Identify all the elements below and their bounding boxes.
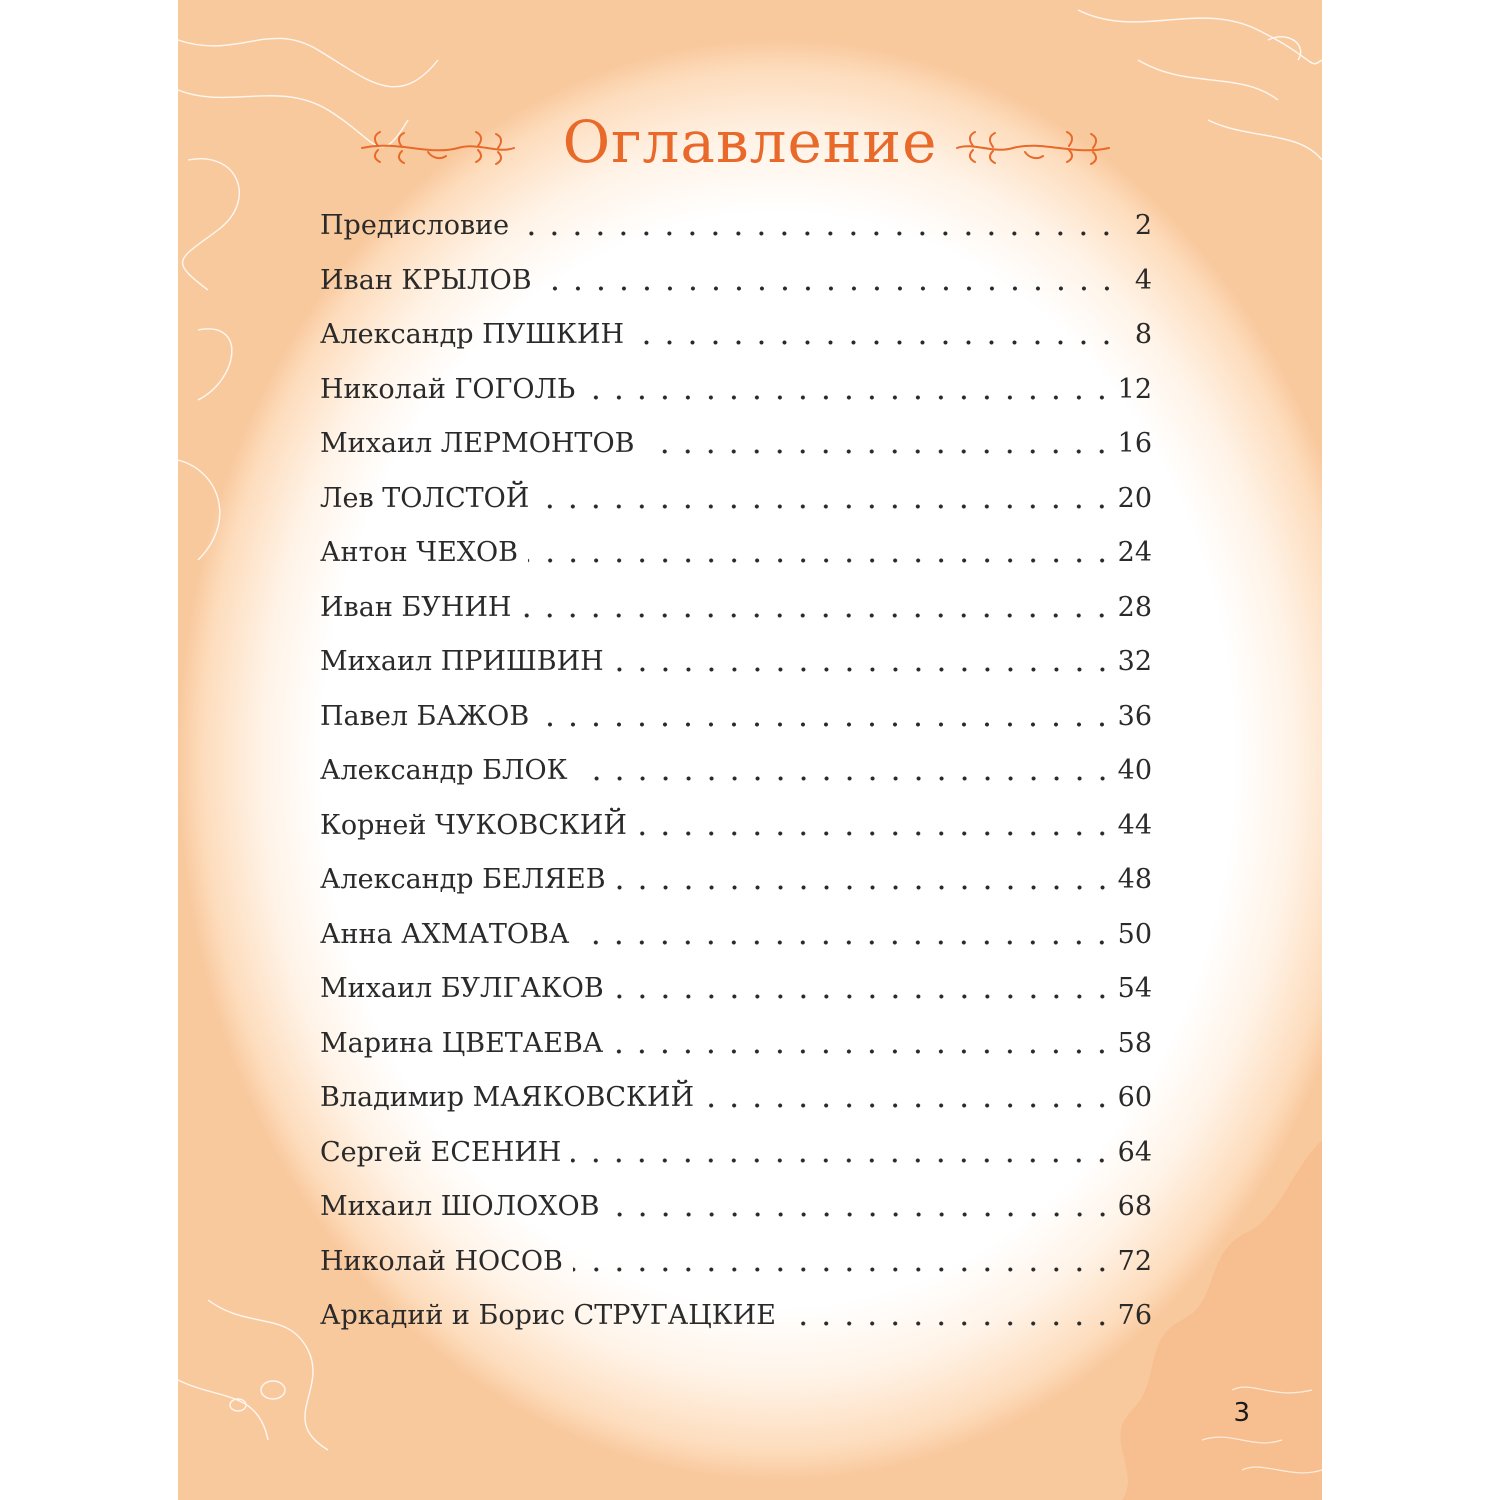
toc-entry-title: Марина ЦВЕТАЕВА [320,1027,604,1059]
toc-entry-title: Лев ТОЛСТОЙ [320,482,530,514]
toc-entry-page: 44 [1117,809,1152,841]
toc-entry-title: Александр БЕЛЯЕВ [320,864,606,895]
dot-leader [539,724,1113,725]
toc-entry[interactable] [320,1191,1152,1246]
toc-entry-page: 72 [1117,1245,1152,1277]
toc-entry-title: Антон ЧЕХОВ [320,537,518,568]
toc-entry-page: 4 [1134,264,1152,296]
toc-entry[interactable] [320,319,1152,374]
toc-entry-title: Михаил БУЛГАКОВ [320,973,604,1004]
toc-entry[interactable] [320,1300,1152,1355]
toc-entry[interactable] [320,864,1152,919]
toc-entry[interactable] [320,1028,1152,1083]
toc-entry-title: Михаил ЛЕРМОНТОВ [320,428,635,459]
dot-leader [542,288,1118,289]
dot-leader [634,342,1118,343]
toc-entry-title: Павел БАЖОВ [320,700,530,732]
book-page [178,0,1322,1500]
dot-leader [644,451,1113,452]
dot-leader [528,560,1114,561]
page-number: 3 [1233,1398,1250,1428]
toc-entry-title: Михаил ШОЛОХОВ [320,1191,600,1222]
dot-leader [614,996,1114,997]
toc-entry-title: Предисловие [320,210,510,241]
toc-entry[interactable] [320,428,1152,483]
toc-entry[interactable] [320,810,1152,865]
toc-entry-page: 50 [1117,918,1152,950]
toc-entry[interactable] [320,701,1152,756]
dot-leader [616,887,1114,888]
dot-leader [585,397,1113,398]
dot-leader [613,1051,1113,1052]
toc-entry-page: 16 [1117,428,1152,459]
toc-entry-title: Иван КРЫЛОВ [320,264,532,296]
page-title: Оглавление [562,108,938,176]
toc-entry[interactable] [320,1137,1152,1192]
toc-entry-page: 76 [1117,1300,1152,1331]
toc-entry[interactable] [320,755,1152,810]
toc-entry-title: Михаил ПРИШВИН [320,646,604,677]
toc-entry[interactable] [320,973,1152,1028]
toc-entry-page: 28 [1117,591,1152,623]
toc-entry-page: 58 [1117,1027,1152,1059]
toc-entry[interactable] [320,1082,1152,1137]
toc-entry-page: 24 [1117,537,1152,568]
dot-leader [578,778,1114,779]
toc-entry[interactable] [320,646,1152,701]
toc-entry[interactable] [320,537,1152,592]
toc-entry-title: Корней ЧУКОВСКИЙ [320,809,627,841]
toc-entry-page: 64 [1117,1136,1152,1168]
table-of-contents [320,210,1152,1355]
toc-entry-title: Владимир МАЯКОВСКИЙ [320,1082,694,1113]
toc-entry-title: Анна АХМАТОВА [320,918,570,950]
dot-leader [539,506,1113,507]
toc-entry-title: Аркадий и Борис СТРУГАЦКИЕ [320,1300,776,1331]
toc-entry[interactable] [320,483,1152,538]
toc-entry[interactable] [320,210,1152,265]
dot-leader [786,1323,1114,1324]
toc-entry-page: 36 [1117,700,1152,732]
dot-leader [519,233,1118,234]
toc-entry-page: 12 [1117,373,1152,405]
toc-entry-title: Александр БЛОК [320,755,568,786]
toc-entry[interactable] [320,1246,1152,1301]
toc-entry-title: Сергей ЕСЕНИН [320,1136,562,1168]
toc-entry-page: 60 [1117,1082,1152,1113]
toc-entry-page: 40 [1117,755,1152,786]
toc-entry-page: 20 [1117,482,1152,514]
dot-leader [521,615,1113,616]
toc-entry-title: Николай ГОГОЛЬ [320,373,576,405]
right-leaf-ornament-icon [953,126,1113,166]
toc-entry-title: Александр ПУШКИН [320,319,625,350]
dot-leader [610,1214,1114,1215]
toc-entry-page: 54 [1117,973,1152,1004]
toc-entry-page: 68 [1117,1191,1152,1222]
dot-leader [573,1269,1114,1270]
dot-leader [637,833,1114,834]
toc-entry-page: 2 [1134,210,1152,241]
dot-leader [614,669,1114,670]
toc-entry-page: 8 [1134,319,1152,350]
dot-leader [579,942,1113,943]
toc-entry-page: 48 [1117,864,1152,895]
toc-entry-title: Николай НОСОВ [320,1245,563,1277]
dot-leader [704,1105,1114,1106]
toc-entry-page: 32 [1117,646,1152,677]
dot-leader [571,1160,1113,1161]
title-row [178,100,1322,190]
toc-entry[interactable] [320,374,1152,429]
toc-entry[interactable] [320,592,1152,647]
toc-entry[interactable] [320,919,1152,974]
toc-entry[interactable] [320,265,1152,320]
toc-entry-title: Иван БУНИН [320,591,512,623]
